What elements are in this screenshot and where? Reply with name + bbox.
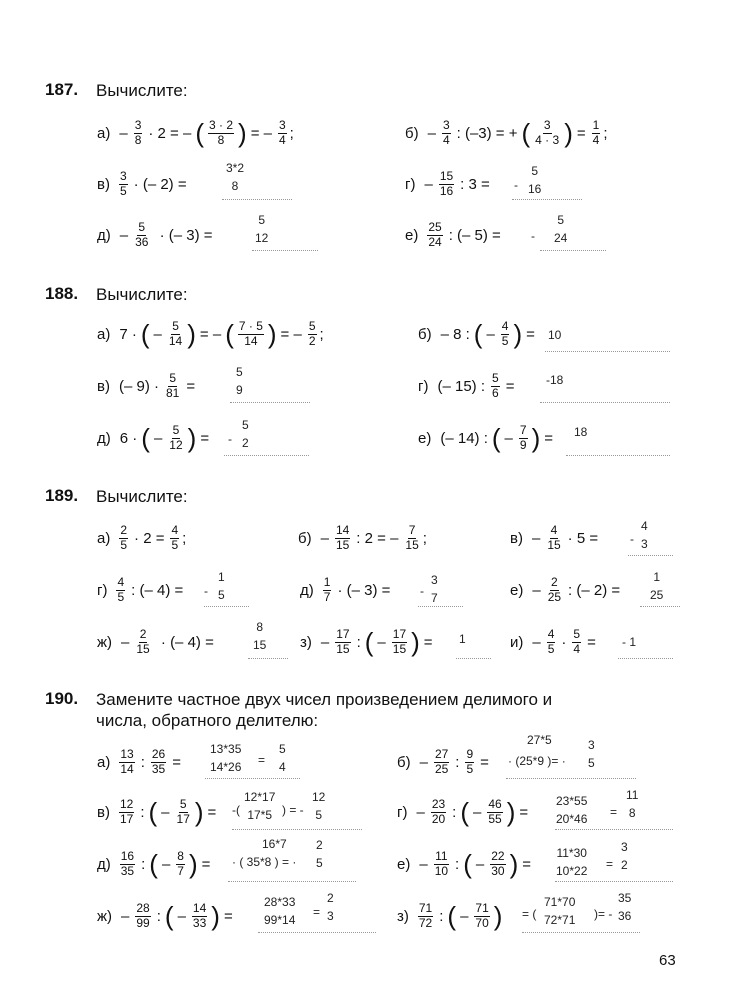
ex-190zh: ж) – $\frac{28}{99}$ : ( – $\frac{14}{33}$ ) =	[97, 900, 233, 931]
hw-190g-2: 11 8	[626, 788, 639, 820]
hw-190d-2: · ( 35*8 ) = ·	[232, 855, 297, 869]
hw-190zh-eq: =	[313, 905, 321, 919]
ex-189zh: ж) – $\frac{2}{15}$ · (– 4) =	[97, 626, 214, 656]
hw-190e-eq: =	[606, 857, 614, 871]
hw-190a-2: 5 4	[279, 742, 286, 774]
hw-190a-eq: =	[258, 753, 266, 767]
hw-190z-1: 71*70 72*71	[544, 895, 576, 927]
ex-190b: б) – $\frac{27}{25}$ : $\frac{9}{5}$ =	[397, 746, 489, 776]
answer-line	[555, 881, 673, 882]
hw-190v-close: ) = -	[282, 803, 304, 817]
answer-line	[512, 199, 582, 200]
answer-line	[640, 606, 680, 607]
ex-189v: в) – $\frac{4}{15}$ · 5 =	[510, 522, 599, 552]
hw-190b-1: 27*5	[527, 733, 552, 747]
answer-line	[566, 455, 670, 456]
task-title-189: Вычислите:	[96, 487, 188, 506]
page-number: 63	[659, 952, 676, 969]
answer-line	[540, 250, 606, 251]
ex-190d: д) $\frac{16}{35}$ : ( – $\frac{8}{7}$ ) =	[97, 848, 211, 879]
hw-190b-3: 3 5	[588, 738, 595, 770]
task-title-190-line2: числа, обратного делителю:	[96, 711, 319, 730]
answer-line	[506, 778, 636, 779]
hw-188d: 5 2	[242, 418, 249, 450]
answer-line	[545, 351, 670, 352]
hw-189zh: 8 15	[253, 620, 267, 652]
hw-190a-1: 13*35 14*26	[210, 742, 242, 774]
hw-190zh-1: 28*33 99*14	[264, 895, 296, 927]
answer-line	[555, 829, 673, 830]
ex-190e: е) – $\frac{11}{10}$ : ( – $\frac{22}{30}$ ) =	[397, 848, 532, 879]
answer-line	[456, 658, 491, 659]
ex-189z: з) – $\frac{17}{15}$ : ( – $\frac{17}{15}$ ) =	[300, 626, 433, 657]
answer-line	[230, 402, 310, 403]
ex-187b: б) – $\frac{3}{4}$ : (–3) = + ( $\frac{3}{4 \cdot 3}$ ) = $\frac{1}{4}$ ;	[405, 117, 608, 148]
ex-188v: в) (– 9) · $\frac{5}{81}$ =	[97, 370, 196, 400]
ex-190g: г) – $\frac{23}{20}$ : ( – $\frac{46}{55}$ ) =	[397, 796, 529, 827]
task-title-190-line1: Замените частное двух чисел произведением делимого и	[96, 690, 553, 709]
hw-190v-open: -(	[232, 803, 240, 817]
hw-190d-1: 16*7	[262, 837, 287, 851]
hw-189v-sign: -	[630, 532, 634, 546]
hw-187d: 5 12	[255, 213, 269, 245]
hw-188d-sign: -	[228, 432, 232, 446]
ex-189e: е) – $\frac{2}{25}$ : (– 2) =	[510, 574, 621, 604]
hw-187g: 5 16	[528, 164, 542, 196]
answer-line	[204, 606, 249, 607]
ex-188d: д) 6 · ( – $\frac{5}{12}$ ) =	[97, 422, 210, 453]
ex-188g: г) (– 15) : $\frac{5}{6}$ =	[418, 370, 515, 400]
answer-line	[248, 658, 288, 659]
answer-line	[418, 606, 463, 607]
answer-line	[522, 932, 640, 933]
hw-190v-2: 12 5	[312, 790, 326, 822]
hw-190v-1: 12*17 17*5	[244, 790, 276, 822]
answer-line	[232, 829, 362, 830]
ex-189g: г) $\frac{4}{5}$ : (– 4) =	[97, 574, 184, 604]
ex-187d: д) – $\frac{5}{36}$ · (– 3) =	[97, 219, 213, 249]
hw-188v: 5 9	[236, 365, 243, 397]
ex-190v: в) $\frac{12}{17}$ : ( – $\frac{5}{17}$ ) =	[97, 796, 217, 827]
hw-189d-sign: -	[420, 584, 424, 598]
ex-190z: з) $\frac{71}{72}$ : ( – $\frac{71}{70}$ )	[397, 900, 503, 931]
task-number-189: 189.	[45, 486, 79, 505]
hw-190b-2: · (25*9 )= ·	[508, 754, 566, 768]
hw-190e-2: 3 2	[621, 840, 628, 872]
answer-line	[618, 658, 673, 659]
ex-189i: и) – $\frac{4}{5}$ · $\frac{5}{4}$ =	[510, 626, 596, 656]
task-title-188: Вычислите:	[96, 285, 188, 304]
hw-187e-sign: -	[531, 229, 535, 243]
hw-187v: 3*2 8	[226, 161, 245, 193]
hw-189e: 1 25	[650, 570, 664, 602]
hw-190d-3: 2 5	[316, 838, 323, 870]
answer-line	[628, 555, 673, 556]
ex-187v: в) $\frac{3}{5}$ · (– 2) =	[97, 168, 187, 198]
task-number-187: 187.	[45, 80, 79, 99]
ex-188a: а) 7 · ( – $\frac{5}{14}$ ) = – ( $\frac{7 \cdot 5}{14}$ ) = – $\frac{5}{2}$ ;	[97, 318, 324, 349]
hw-189v: 4 3	[641, 519, 648, 551]
hw-189i: - 1	[622, 635, 637, 649]
ex-189a: а) $\frac{2}{5}$ · 2 = $\frac{4}{5}$ ;	[97, 522, 187, 552]
hw-190z-close: )= -	[594, 907, 613, 921]
hw-190z-2: 35 36	[618, 891, 632, 923]
hw-188e: 18	[574, 425, 588, 439]
task-number-190: 190.	[45, 689, 79, 708]
ex-189b: б) – $\frac{14}{15}$ : 2 = – $\frac{7}{15}$ ;	[298, 522, 427, 552]
hw-190e-1: 11*30 10*22	[556, 846, 588, 878]
hw-190g-1: 23*55 20*46	[556, 794, 588, 826]
answer-line	[222, 199, 292, 200]
ex-189d: д) $\frac{1}{7}$ · (– 3) =	[300, 574, 391, 604]
ex-190a: а) $\frac{13}{14}$ : $\frac{26}{35}$ =	[97, 746, 181, 776]
hw-187e: 5 24	[554, 213, 568, 245]
answer-line	[205, 778, 300, 779]
answer-line	[258, 932, 376, 933]
ex-188b: б) – 8 : ( – $\frac{4}{5}$ ) =	[418, 318, 535, 349]
ex-187g: г) – $\frac{15}{16}$ : 3 =	[405, 168, 490, 198]
ex-187e: е) $\frac{25}{24}$ : (– 5) =	[405, 219, 501, 249]
answer-line	[224, 455, 309, 456]
answer-line	[540, 402, 670, 403]
answer-line	[228, 881, 356, 882]
task-number-188: 188.	[45, 284, 79, 303]
hw-190g-eq: =	[610, 805, 618, 819]
hw-188b: 10	[548, 328, 562, 342]
hw-190z-open: = (	[522, 907, 537, 921]
ex-187a: а) – $\frac{3}{8}$ · 2 = – ( $\frac{3 \cdot 2}{8}$ ) = – $\frac{3}{4}$ ;	[97, 117, 294, 148]
hw-188g: -18	[546, 373, 564, 387]
hw-189g: 1 5	[218, 570, 225, 602]
ex-188e: е) (– 14) : ( – $\frac{7}{9}$ ) =	[418, 422, 554, 453]
task-title-187: Вычислите:	[96, 81, 188, 100]
hw-189z: 1	[459, 632, 466, 646]
hw-189d: 3 7	[431, 573, 438, 605]
hw-189g-sign: -	[204, 584, 208, 598]
hw-190zh-2: 2 3	[327, 891, 334, 923]
answer-line	[252, 250, 318, 251]
hw-187g-sign: -	[514, 178, 518, 192]
